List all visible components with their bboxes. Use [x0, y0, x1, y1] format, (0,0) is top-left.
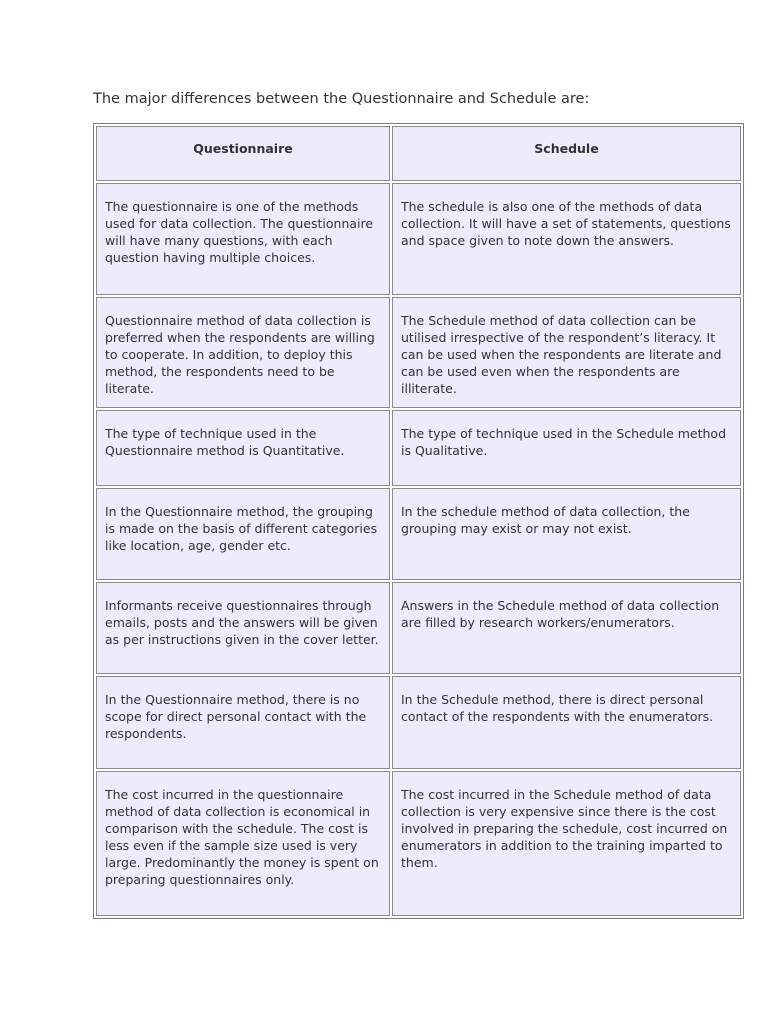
schedule-cell: In the schedule method of data collection, the grouping may exist or may not exist.: [392, 488, 741, 580]
table-row: [96, 183, 741, 295]
table-row: [96, 297, 741, 408]
schedule-cell: The Schedule method of data collection can be utilised irrespective of the respondent’s literacy. It can be used when the respondents are literate and can be used even when the respondents are illiterate.: [392, 297, 741, 408]
questionnaire-cell: The questionnaire is one of the methods used for data collection. The questionnaire will have many questions, with each question having multiple choices.: [96, 183, 390, 295]
table-row: [96, 410, 741, 486]
schedule-cell: The schedule is also one of the methods of data collection. It will have a set of statements, questions and space given to note down the answers.: [392, 183, 741, 295]
questionnaire-cell: The type of technique used in the Questionnaire method is Quantitative.: [96, 410, 390, 486]
schedule-cell: Answers in the Schedule method of data collection are filled by research workers/enumerators.: [392, 582, 741, 674]
table-row: [96, 582, 741, 674]
comparison-table: [93, 123, 744, 919]
schedule-cell: The type of technique used in the Schedule method is Qualitative.: [392, 410, 741, 486]
schedule-cell: The cost incurred in the Schedule method of data collection is very expensive since there is the cost involved in preparing the schedule, cost incurred on enumerators in addition to the training imparted to them.: [392, 771, 741, 916]
intro-text: The major differences between the Questionnaire and Schedule are:: [93, 91, 590, 107]
header-questionnaire: Questionnaire: [96, 126, 390, 181]
questionnaire-cell: In the Questionnaire method, there is no scope for direct personal contact with the respondents.: [96, 676, 390, 769]
questionnaire-cell: Informants receive questionnaires through emails, posts and the answers will be given as per instructions given in the cover letter.: [96, 582, 390, 674]
table-row: [96, 771, 741, 916]
table-row: [96, 676, 741, 769]
table-header-row: [96, 126, 741, 181]
questionnaire-cell: The cost incurred in the questionnaire method of data collection is economical in comparison with the schedule. The cost is less even if the sample size used is very large. Predominantly the money is spent on preparing questionnaires only.: [96, 771, 390, 916]
questionnaire-cell: Questionnaire method of data collection is preferred when the respondents are willing to cooperate. In addition, to deploy this method, the respondents need to be literate.: [96, 297, 390, 408]
header-schedule: Schedule: [392, 126, 741, 181]
schedule-cell: In the Schedule method, there is direct personal contact of the respondents with the enumerators.: [392, 676, 741, 769]
questionnaire-cell: In the Questionnaire method, the grouping is made on the basis of different categories like location, age, gender etc.: [96, 488, 390, 580]
table-row: [96, 488, 741, 580]
